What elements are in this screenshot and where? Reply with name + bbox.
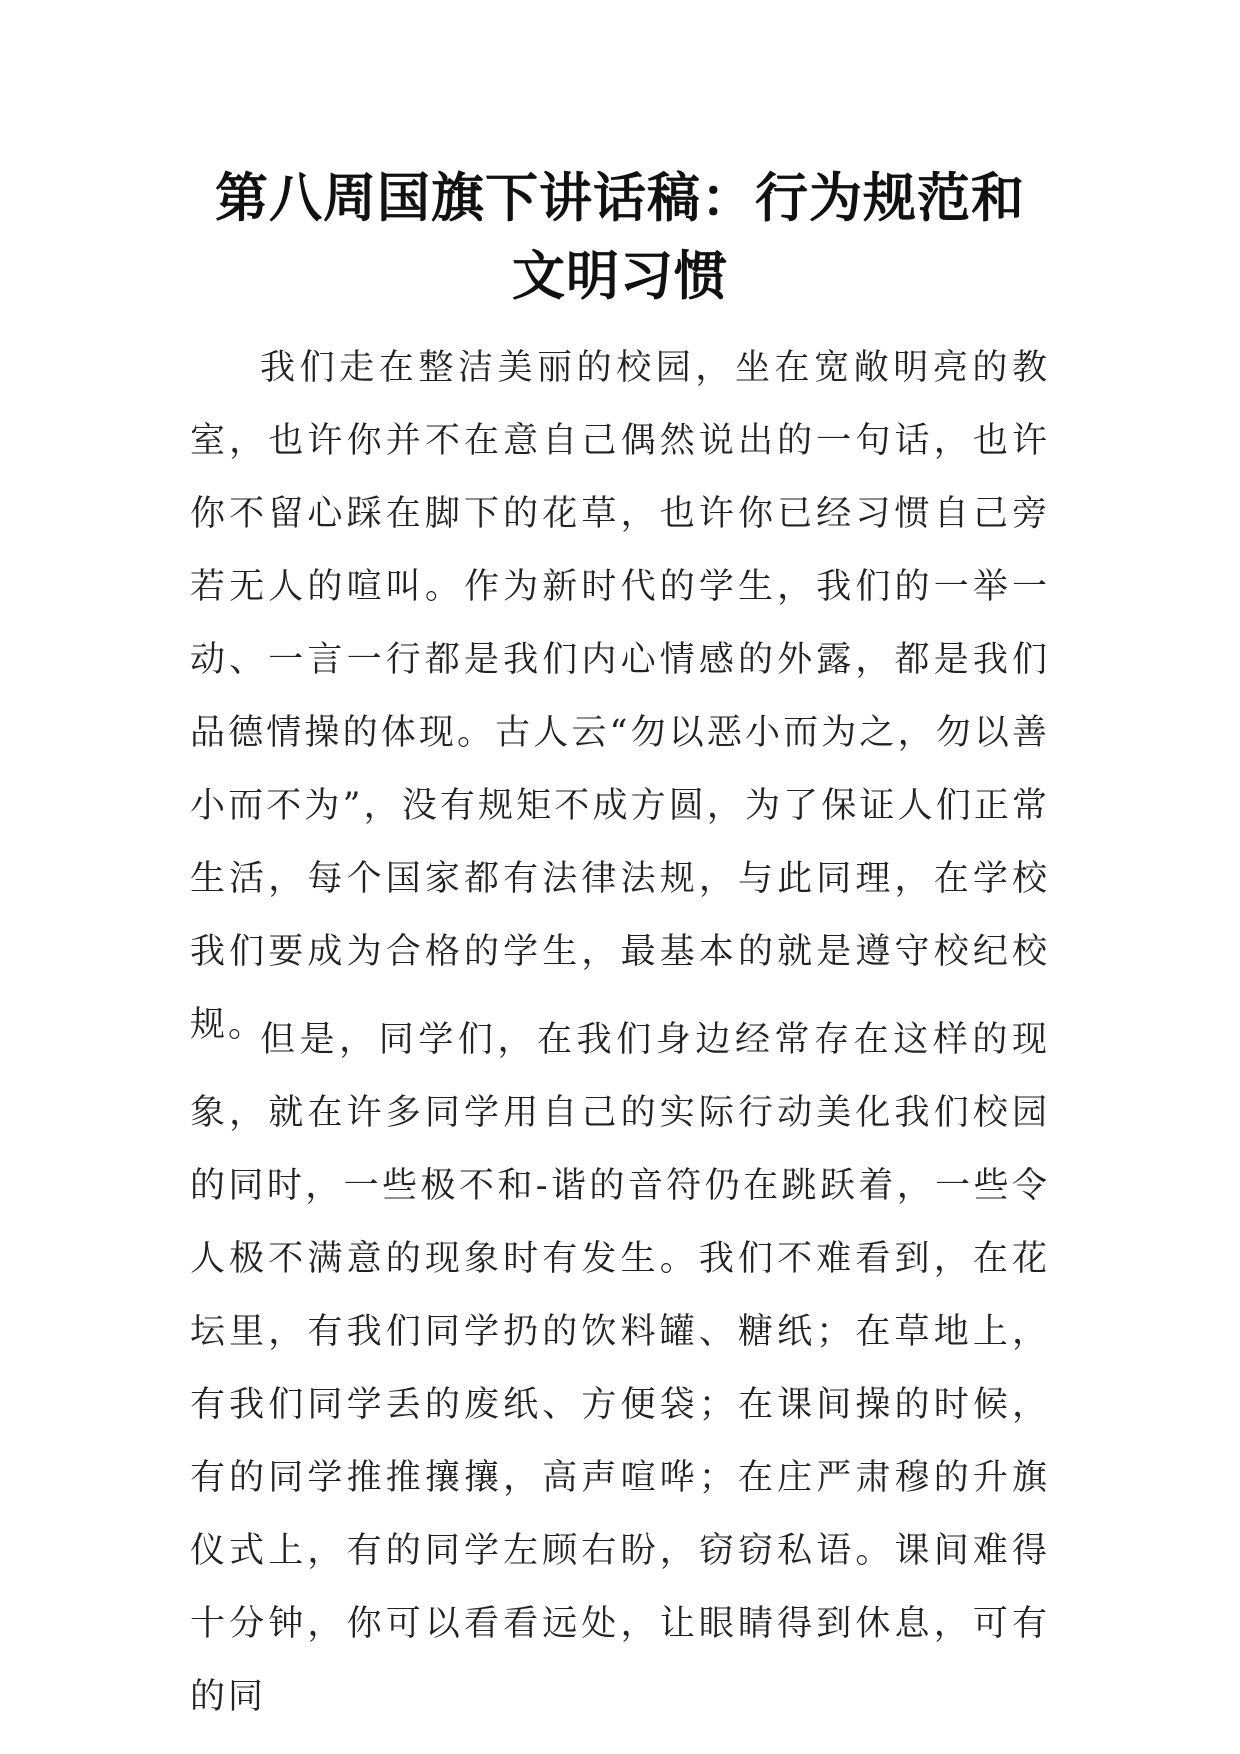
paragraph-1: 我们走在整洁美丽的校园，坐在宽敞明亮的教室，也许你并不在意自己偶然说出的一句话，也许你不留心踩在脚下的花草，也许你已经习惯自己旁若无人的喧叫。作为新时代的学生，我们的一举一动、一言一行都是我们内心情感的外露，都是我们品德情操的体现。古人云“勿以恶小而为之，勿以善小而不为”，没有规矩不成方圆，为了保证人们正常生活，每个国家都有法律法规，与此同理，在学校我们要成为合格的学生，最基本的就是遵守校纪校规。 [190, 348, 1050, 1045]
document-title: 第八周国旗下讲话稿：行为规范和文明习惯 [215, 168, 1025, 307]
paragraph-2: 但是，同学们，在我们身边经常存在这样的现象，就在许多同学用自己的实际行动美化我们校园的同时，一些极不和-谐的音符仍在跳跃着，一些令人极不满意的现象时有发生。我们不难看到，在花坛里，有我们同学扔的饮料罐、糖纸；在草地上，有我们同学丢的废纸、方便袋；在课间操的时候，有的同学推推攘攘，高声喧哗；在庄严肃穆的升旗仪式上，有的同学左顾右盼，窃窃私语。课间难得十分钟，你可以看看远处，让眼睛得到休息，可有的同 [190, 1020, 1050, 1717]
